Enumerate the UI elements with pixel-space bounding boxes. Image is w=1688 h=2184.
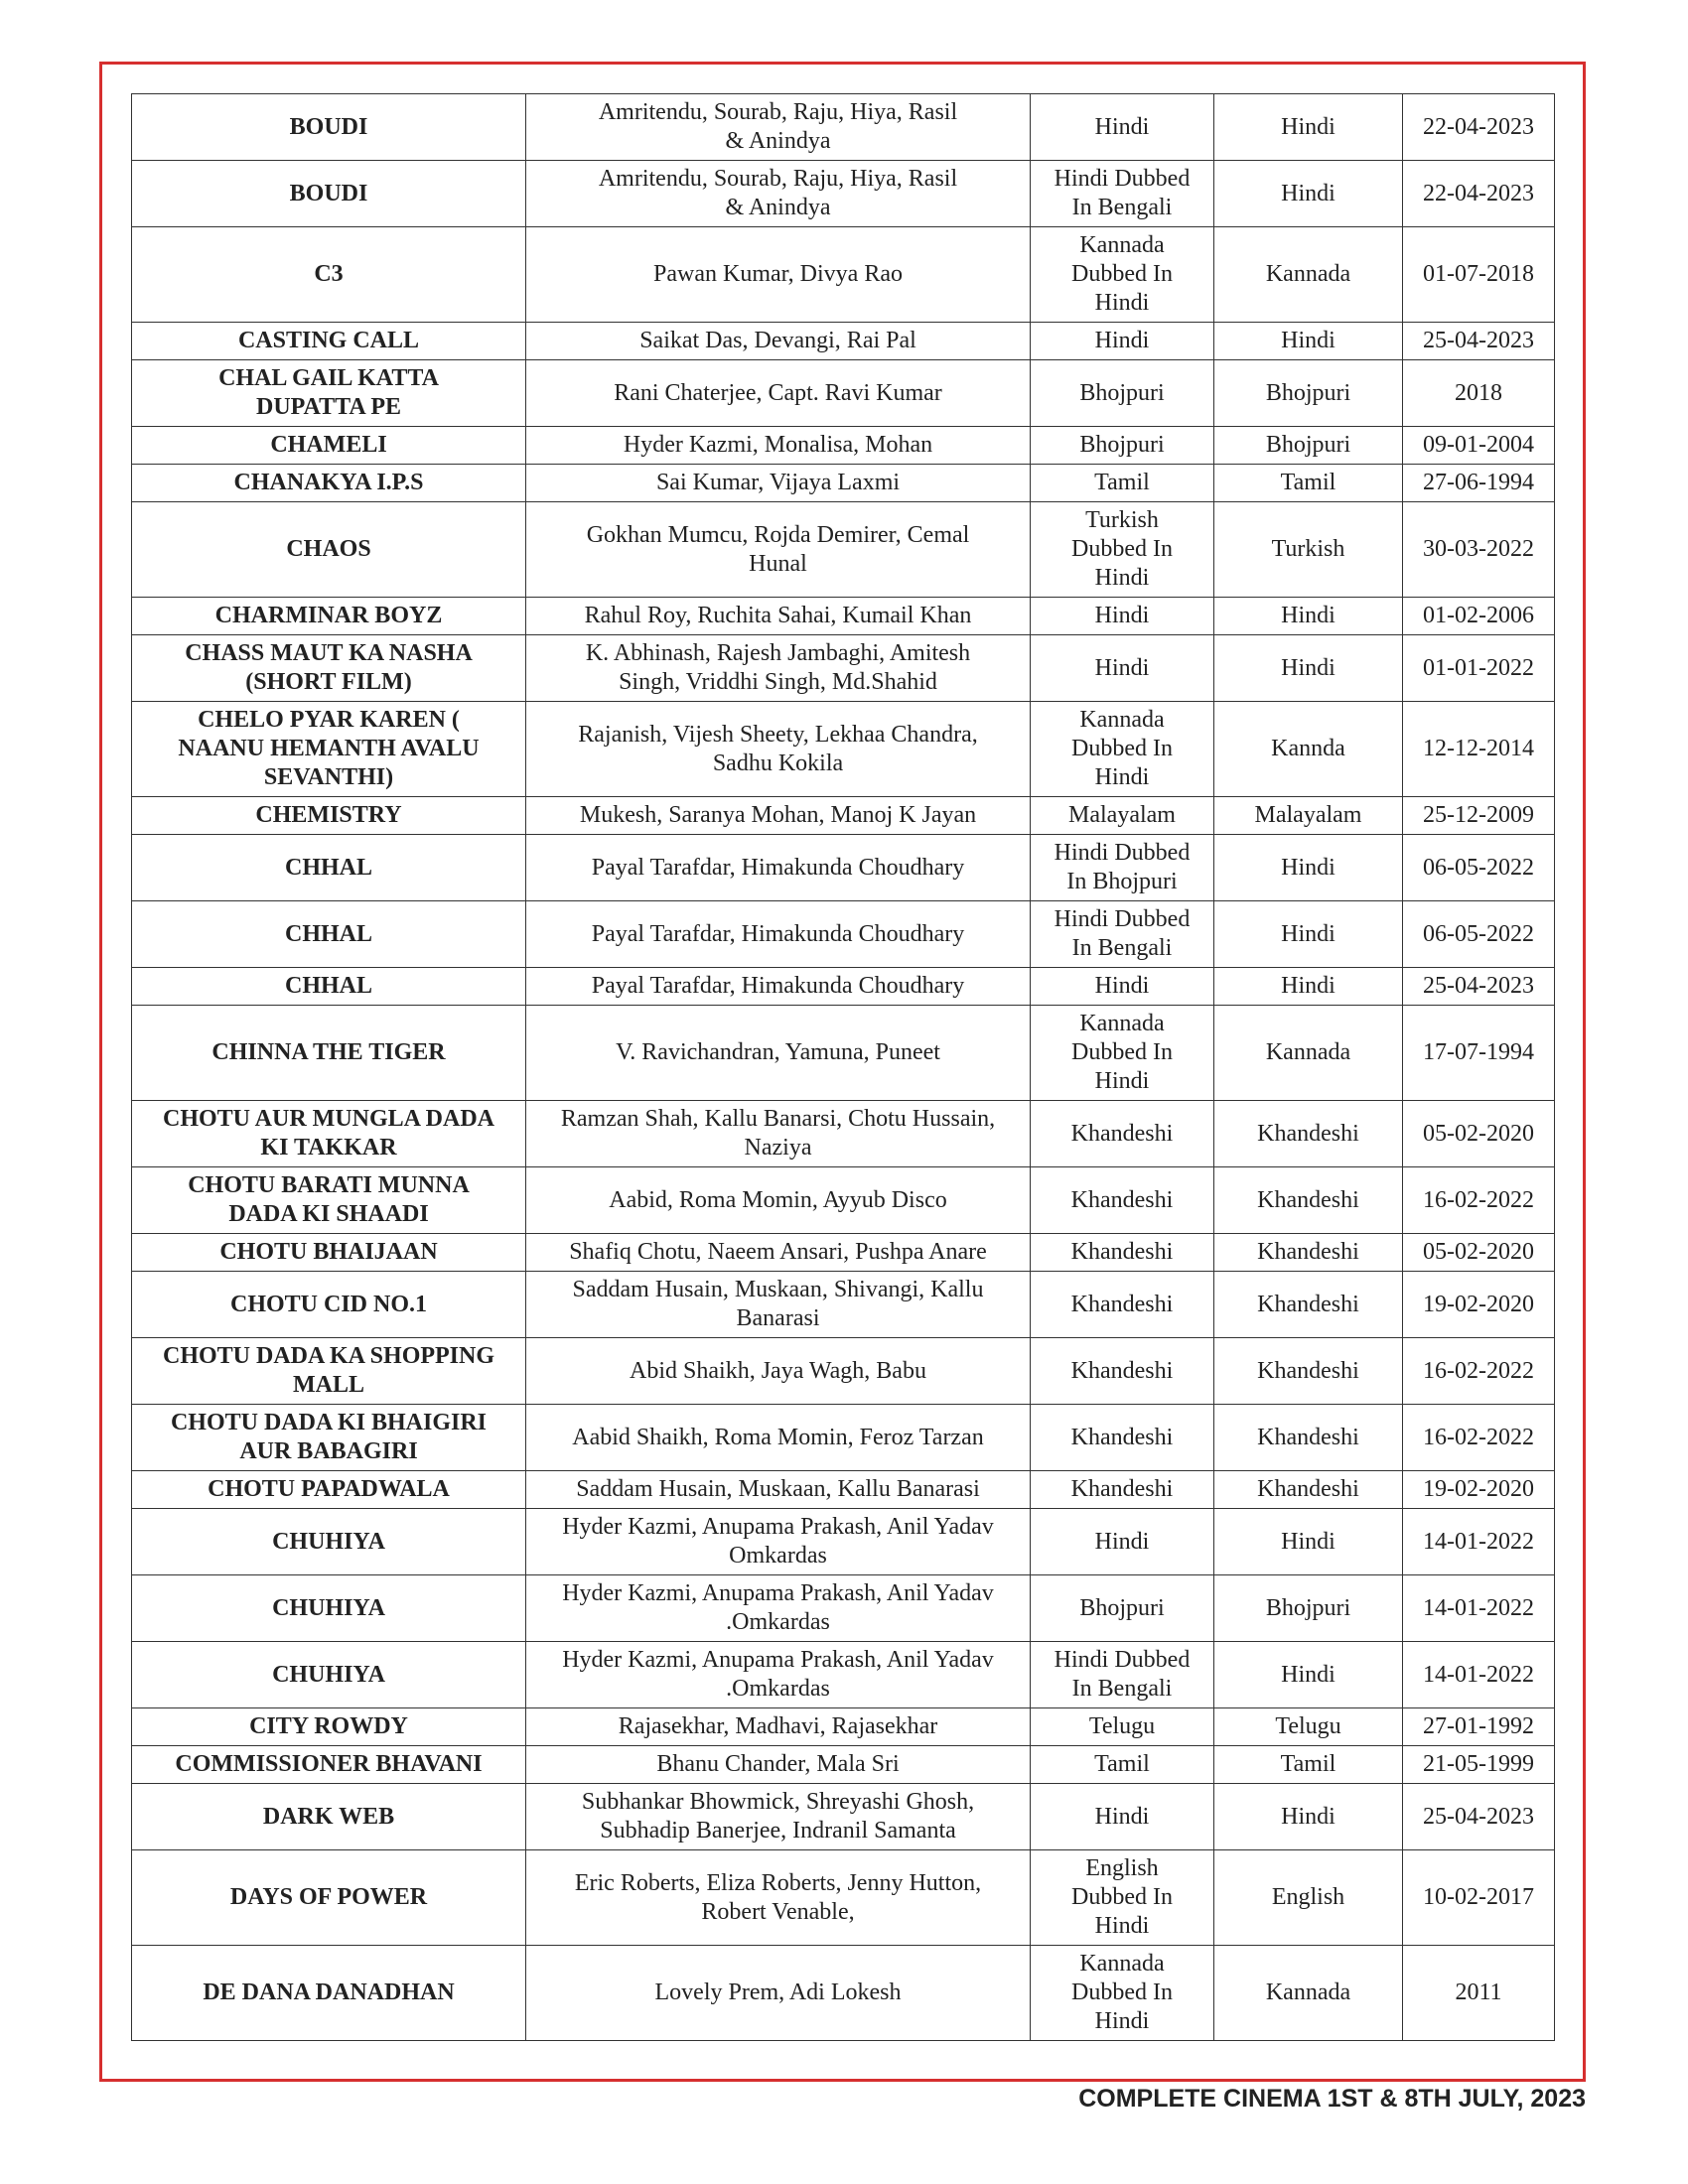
film-title-cell: CHAOS bbox=[132, 502, 526, 598]
original-language-cell: Telugu bbox=[1214, 1708, 1403, 1746]
language-cell: Kannada Dubbed In Hindi bbox=[1031, 227, 1214, 323]
language-cell: Kannada Dubbed In Hindi bbox=[1031, 1006, 1214, 1101]
cast-cell: Mukesh, Saranya Mohan, Manoj K Jayan bbox=[526, 797, 1031, 835]
table-row bbox=[132, 635, 1555, 702]
release-date-cell: 16-02-2022 bbox=[1403, 1405, 1555, 1471]
cast-cell: Hyder Kazmi, Anupama Prakash, Anil Yadav Omkardas bbox=[526, 1509, 1031, 1575]
original-language-cell: Hindi bbox=[1214, 598, 1403, 635]
table-row bbox=[132, 702, 1555, 797]
film-title-cell: CHUHIYA bbox=[132, 1575, 526, 1642]
language-cell: Khandeshi bbox=[1031, 1405, 1214, 1471]
table-row bbox=[132, 94, 1555, 161]
cast-cell: Hyder Kazmi, Monalisa, Mohan bbox=[526, 427, 1031, 465]
release-date-cell: 06-05-2022 bbox=[1403, 835, 1555, 901]
language-cell: Hindi bbox=[1031, 94, 1214, 161]
language-cell: Khandeshi bbox=[1031, 1471, 1214, 1509]
original-language-cell: Hindi bbox=[1214, 1642, 1403, 1708]
cast-cell: Eric Roberts, Eliza Roberts, Jenny Hutton, Robert Venable, bbox=[526, 1850, 1031, 1946]
language-cell: Bhojpuri bbox=[1031, 360, 1214, 427]
film-title-cell: DAYS OF POWER bbox=[132, 1850, 526, 1946]
cast-cell: Saddam Husain, Muskaan, Kallu Banarasi bbox=[526, 1471, 1031, 1509]
film-title-cell: CHUHIYA bbox=[132, 1509, 526, 1575]
cast-cell: Aabid Shaikh, Roma Momin, Feroz Tarzan bbox=[526, 1405, 1031, 1471]
original-language-cell: Bhojpuri bbox=[1214, 360, 1403, 427]
table-row bbox=[132, 1338, 1555, 1405]
release-date-cell: 12-12-2014 bbox=[1403, 702, 1555, 797]
original-language-cell: Khandeshi bbox=[1214, 1101, 1403, 1167]
cast-cell: Payal Tarafdar, Himakunda Choudhary bbox=[526, 968, 1031, 1006]
table-row bbox=[132, 835, 1555, 901]
film-title-cell: CHAMELI bbox=[132, 427, 526, 465]
film-title-cell: BOUDI bbox=[132, 94, 526, 161]
language-cell: Khandeshi bbox=[1031, 1101, 1214, 1167]
language-cell: Malayalam bbox=[1031, 797, 1214, 835]
language-cell: Tamil bbox=[1031, 465, 1214, 502]
release-date-cell: 06-05-2022 bbox=[1403, 901, 1555, 968]
language-cell: Hindi Dubbed In Bengali bbox=[1031, 901, 1214, 968]
original-language-cell: Hindi bbox=[1214, 1509, 1403, 1575]
original-language-cell: Malayalam bbox=[1214, 797, 1403, 835]
release-date-cell: 19-02-2020 bbox=[1403, 1471, 1555, 1509]
release-date-cell: 14-01-2022 bbox=[1403, 1642, 1555, 1708]
release-date-cell: 27-06-1994 bbox=[1403, 465, 1555, 502]
language-cell: Hindi bbox=[1031, 1784, 1214, 1850]
original-language-cell: Turkish bbox=[1214, 502, 1403, 598]
language-cell: Hindi Dubbed In Bhojpuri bbox=[1031, 835, 1214, 901]
release-date-cell: 01-02-2006 bbox=[1403, 598, 1555, 635]
cast-cell: Abid Shaikh, Jaya Wagh, Babu bbox=[526, 1338, 1031, 1405]
cast-cell: Subhankar Bhowmick, Shreyashi Ghosh, Subhadip Banerjee, Indranil Samanta bbox=[526, 1784, 1031, 1850]
release-date-cell: 27-01-1992 bbox=[1403, 1708, 1555, 1746]
cast-cell: Ramzan Shah, Kallu Banarsi, Chotu Hussain, Naziya bbox=[526, 1101, 1031, 1167]
original-language-cell: Bhojpuri bbox=[1214, 1575, 1403, 1642]
language-cell: Tamil bbox=[1031, 1746, 1214, 1784]
table-row bbox=[132, 161, 1555, 227]
table-row bbox=[132, 1746, 1555, 1784]
release-date-cell: 22-04-2023 bbox=[1403, 94, 1555, 161]
film-title-cell: CHOTU BHAIJAAN bbox=[132, 1234, 526, 1272]
release-date-cell: 14-01-2022 bbox=[1403, 1575, 1555, 1642]
release-date-cell: 30-03-2022 bbox=[1403, 502, 1555, 598]
language-cell: Khandeshi bbox=[1031, 1234, 1214, 1272]
language-cell: Kannada Dubbed In Hindi bbox=[1031, 702, 1214, 797]
table-row bbox=[132, 465, 1555, 502]
film-title-cell: CHELO PYAR KAREN ( NAANU HEMANTH AVALU SEVANTHI) bbox=[132, 702, 526, 797]
release-date-cell: 16-02-2022 bbox=[1403, 1167, 1555, 1234]
table-row bbox=[132, 1167, 1555, 1234]
table-row bbox=[132, 1642, 1555, 1708]
release-date-cell: 19-02-2020 bbox=[1403, 1272, 1555, 1338]
language-cell: Khandeshi bbox=[1031, 1167, 1214, 1234]
cast-cell: Gokhan Mumcu, Rojda Demirer, Cemal Hunal bbox=[526, 502, 1031, 598]
film-title-cell: CHOTU AUR MUNGLA DADA KI TAKKAR bbox=[132, 1101, 526, 1167]
film-title-cell: CHHAL bbox=[132, 901, 526, 968]
cast-cell: Payal Tarafdar, Himakunda Choudhary bbox=[526, 835, 1031, 901]
table-row bbox=[132, 598, 1555, 635]
table-row bbox=[132, 1509, 1555, 1575]
release-date-cell: 25-12-2009 bbox=[1403, 797, 1555, 835]
film-title-cell: CHINNA THE TIGER bbox=[132, 1006, 526, 1101]
cast-cell: Bhanu Chander, Mala Sri bbox=[526, 1746, 1031, 1784]
release-date-cell: 09-01-2004 bbox=[1403, 427, 1555, 465]
cast-cell: Saddam Husain, Muskaan, Shivangi, Kallu Banarasi bbox=[526, 1272, 1031, 1338]
table-row bbox=[132, 502, 1555, 598]
release-date-cell: 16-02-2022 bbox=[1403, 1338, 1555, 1405]
original-language-cell: Khandeshi bbox=[1214, 1471, 1403, 1509]
original-language-cell: Khandeshi bbox=[1214, 1167, 1403, 1234]
language-cell: Khandeshi bbox=[1031, 1338, 1214, 1405]
footer-text: COMPLETE CINEMA 1ST & 8TH JULY, 2023 bbox=[1078, 2085, 1586, 2113]
film-title-cell: CASTING CALL bbox=[132, 323, 526, 360]
film-title-cell: COMMISSIONER BHAVANI bbox=[132, 1746, 526, 1784]
film-title-cell: BOUDI bbox=[132, 161, 526, 227]
cast-cell: Hyder Kazmi, Anupama Prakash, Anil Yadav .Omkardas bbox=[526, 1575, 1031, 1642]
cast-cell: Saikat Das, Devangi, Rai Pal bbox=[526, 323, 1031, 360]
original-language-cell: Hindi bbox=[1214, 1784, 1403, 1850]
cast-cell: V. Ravichandran, Yamuna, Puneet bbox=[526, 1006, 1031, 1101]
film-title-cell: CHOTU DADA KI BHAIGIRI AUR BABAGIRI bbox=[132, 1405, 526, 1471]
original-language-cell: English bbox=[1214, 1850, 1403, 1946]
table-row bbox=[132, 1272, 1555, 1338]
original-language-cell: Kannada bbox=[1214, 1946, 1403, 2041]
language-cell: Hindi bbox=[1031, 968, 1214, 1006]
original-language-cell: Hindi bbox=[1214, 94, 1403, 161]
table-row bbox=[132, 1006, 1555, 1101]
original-language-cell: Hindi bbox=[1214, 161, 1403, 227]
release-date-cell: 2018 bbox=[1403, 360, 1555, 427]
table-row bbox=[132, 227, 1555, 323]
film-title-cell: CHHAL bbox=[132, 968, 526, 1006]
cast-cell: K. Abhinash, Rajesh Jambaghi, Amitesh Singh, Vriddhi Singh, Md.Shahid bbox=[526, 635, 1031, 702]
cast-cell: Rajanish, Vijesh Sheety, Lekhaa Chandra, Sadhu Kokila bbox=[526, 702, 1031, 797]
film-title-cell: CHHAL bbox=[132, 835, 526, 901]
table-row bbox=[132, 1101, 1555, 1167]
table-row bbox=[132, 1946, 1555, 2041]
cast-cell: Hyder Kazmi, Anupama Prakash, Anil Yadav .Omkardas bbox=[526, 1642, 1031, 1708]
cast-cell: Payal Tarafdar, Himakunda Choudhary bbox=[526, 901, 1031, 968]
release-date-cell: 10-02-2017 bbox=[1403, 1850, 1555, 1946]
original-language-cell: Khandeshi bbox=[1214, 1338, 1403, 1405]
release-date-cell: 25-04-2023 bbox=[1403, 323, 1555, 360]
film-title-cell: CHOTU BARATI MUNNA DADA KI SHAADI bbox=[132, 1167, 526, 1234]
original-language-cell: Hindi bbox=[1214, 635, 1403, 702]
table-row bbox=[132, 323, 1555, 360]
film-title-cell: CHEMISTRY bbox=[132, 797, 526, 835]
film-title-cell: DARK WEB bbox=[132, 1784, 526, 1850]
original-language-cell: Khandeshi bbox=[1214, 1234, 1403, 1272]
table-row bbox=[132, 901, 1555, 968]
original-language-cell: Kannada bbox=[1214, 227, 1403, 323]
language-cell: Hindi Dubbed In Bengali bbox=[1031, 1642, 1214, 1708]
film-title-cell: CHOTU PAPADWALA bbox=[132, 1471, 526, 1509]
cast-cell: Lovely Prem, Adi Lokesh bbox=[526, 1946, 1031, 2041]
language-cell: Kannada Dubbed In Hindi bbox=[1031, 1946, 1214, 2041]
release-date-cell: 01-01-2022 bbox=[1403, 635, 1555, 702]
table-row bbox=[132, 1471, 1555, 1509]
language-cell: Hindi bbox=[1031, 635, 1214, 702]
release-date-cell: 01-07-2018 bbox=[1403, 227, 1555, 323]
release-date-cell: 2011 bbox=[1403, 1946, 1555, 2041]
film-title-cell: CHARMINAR BOYZ bbox=[132, 598, 526, 635]
language-cell: Hindi Dubbed In Bengali bbox=[1031, 161, 1214, 227]
table-row bbox=[132, 797, 1555, 835]
film-title-cell: CHASS MAUT KA NASHA (SHORT FILM) bbox=[132, 635, 526, 702]
original-language-cell: Hindi bbox=[1214, 968, 1403, 1006]
table-row bbox=[132, 360, 1555, 427]
table-row bbox=[132, 1850, 1555, 1946]
original-language-cell: Khandeshi bbox=[1214, 1405, 1403, 1471]
film-title-cell: CHAL GAIL KATTA DUPATTA PE bbox=[132, 360, 526, 427]
cast-cell: Rajasekhar, Madhavi, Rajasekhar bbox=[526, 1708, 1031, 1746]
table-row bbox=[132, 1708, 1555, 1746]
film-title-cell: CITY ROWDY bbox=[132, 1708, 526, 1746]
original-language-cell: Tamil bbox=[1214, 1746, 1403, 1784]
language-cell: English Dubbed In Hindi bbox=[1031, 1850, 1214, 1946]
film-table-body bbox=[132, 94, 1555, 2041]
table-row bbox=[132, 1784, 1555, 1850]
release-date-cell: 05-02-2020 bbox=[1403, 1234, 1555, 1272]
film-title-cell: CHUHIYA bbox=[132, 1642, 526, 1708]
table-row bbox=[132, 1234, 1555, 1272]
cast-cell: Aabid, Roma Momin, Ayyub Disco bbox=[526, 1167, 1031, 1234]
cast-cell: Rani Chaterjee, Capt. Ravi Kumar bbox=[526, 360, 1031, 427]
release-date-cell: 25-04-2023 bbox=[1403, 1784, 1555, 1850]
film-table bbox=[131, 93, 1555, 2041]
table-row bbox=[132, 427, 1555, 465]
release-date-cell: 22-04-2023 bbox=[1403, 161, 1555, 227]
language-cell: Hindi bbox=[1031, 1509, 1214, 1575]
film-title-cell: CHANAKYA I.P.S bbox=[132, 465, 526, 502]
table-row bbox=[132, 968, 1555, 1006]
original-language-cell: Khandeshi bbox=[1214, 1272, 1403, 1338]
cast-cell: Rahul Roy, Ruchita Sahai, Kumail Khan bbox=[526, 598, 1031, 635]
film-title-cell: DE DANA DANADHAN bbox=[132, 1946, 526, 2041]
release-date-cell: 05-02-2020 bbox=[1403, 1101, 1555, 1167]
cast-cell: Amritendu, Sourab, Raju, Hiya, Rasil & Anindya bbox=[526, 94, 1031, 161]
cast-cell: Shafiq Chotu, Naeem Ansari, Pushpa Anare bbox=[526, 1234, 1031, 1272]
cast-cell: Amritendu, Sourab, Raju, Hiya, Rasil & Anindya bbox=[526, 161, 1031, 227]
release-date-cell: 17-07-1994 bbox=[1403, 1006, 1555, 1101]
release-date-cell: 21-05-1999 bbox=[1403, 1746, 1555, 1784]
film-title-cell: C3 bbox=[132, 227, 526, 323]
language-cell: Bhojpuri bbox=[1031, 1575, 1214, 1642]
language-cell: Khandeshi bbox=[1031, 1272, 1214, 1338]
original-language-cell: Hindi bbox=[1214, 835, 1403, 901]
original-language-cell: Hindi bbox=[1214, 323, 1403, 360]
table-row bbox=[132, 1575, 1555, 1642]
language-cell: Hindi bbox=[1031, 323, 1214, 360]
original-language-cell: Hindi bbox=[1214, 901, 1403, 968]
cast-cell: Pawan Kumar, Divya Rao bbox=[526, 227, 1031, 323]
release-date-cell: 25-04-2023 bbox=[1403, 968, 1555, 1006]
film-title-cell: CHOTU CID NO.1 bbox=[132, 1272, 526, 1338]
cast-cell: Sai Kumar, Vijaya Laxmi bbox=[526, 465, 1031, 502]
original-language-cell: Kannda bbox=[1214, 702, 1403, 797]
table-row bbox=[132, 1405, 1555, 1471]
language-cell: Turkish Dubbed In Hindi bbox=[1031, 502, 1214, 598]
original-language-cell: Tamil bbox=[1214, 465, 1403, 502]
original-language-cell: Bhojpuri bbox=[1214, 427, 1403, 465]
language-cell: Bhojpuri bbox=[1031, 427, 1214, 465]
film-title-cell: CHOTU DADA KA SHOPPING MALL bbox=[132, 1338, 526, 1405]
language-cell: Telugu bbox=[1031, 1708, 1214, 1746]
release-date-cell: 14-01-2022 bbox=[1403, 1509, 1555, 1575]
language-cell: Hindi bbox=[1031, 598, 1214, 635]
original-language-cell: Kannada bbox=[1214, 1006, 1403, 1101]
